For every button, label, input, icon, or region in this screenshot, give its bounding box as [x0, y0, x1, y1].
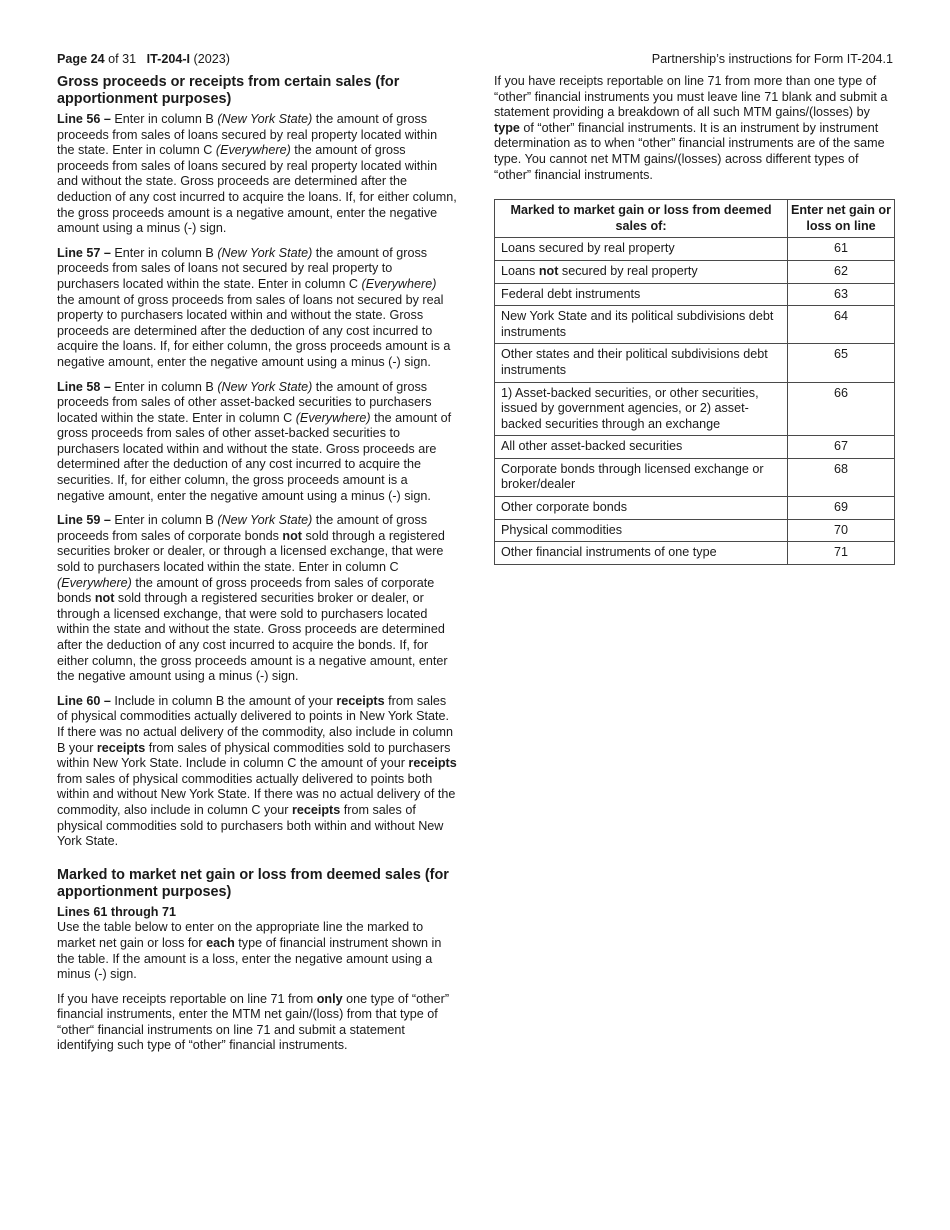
text-run: from sales of physical commodities actually delivered to points in New York State. If there was no actual delivery of the commodity, also include in column B your — [57, 693, 453, 755]
bold-run: receipts — [336, 693, 385, 708]
row-description: 1) Asset-backed securities, or other securities, issued by government agencies, or 2) asset-backed securities through an exchange — [495, 382, 788, 436]
row-description: Physical commodities — [495, 519, 788, 542]
row-description: Corporate bonds through licensed exchange or broker/dealer — [495, 458, 788, 496]
table-row — [495, 382, 895, 436]
table-row — [495, 283, 895, 306]
line-58-paragraph — [57, 380, 457, 505]
row-line-number: 61 — [788, 238, 895, 261]
table-row — [495, 306, 895, 344]
table-header-row — [495, 200, 895, 238]
text-run: the amount of gross proceeds from sales of loans not secured by real property to purchasers located within the state. Enter in column C — [57, 245, 428, 291]
text-run: the amount of gross proceeds from sales of loans not secured by real property to purchasers located within and without the state. Gross proceeds are determined after the deduction of any cost incurred to acquire the loans. If, for either column, the gross proceeds amount is a negative amount, enter the negative amount using a minus (-) sign. — [57, 292, 451, 369]
row-line-number: 67 — [788, 436, 895, 459]
text-run: the amount of gross proceeds from sales of other asset-backed securities to purchasers located within the state. Enter in column C — [57, 379, 432, 425]
row-line-number: 65 — [788, 344, 895, 382]
row-line-number: 64 — [788, 306, 895, 344]
mtm-paragraph-1 — [57, 920, 457, 982]
bold-run: not — [538, 263, 559, 278]
bold-run: not — [94, 591, 115, 606]
text-run: Enter in column B — [110, 379, 218, 394]
form-id: IT-204-I — [146, 52, 191, 66]
row-description: New York State and its political subdivisions debt instruments — [495, 306, 788, 344]
italic-run: (New York State) — [217, 245, 313, 260]
text-run: Enter in column B — [110, 513, 218, 528]
bold-run: receipts — [408, 756, 457, 771]
table-row — [495, 497, 895, 520]
text-run: the amount of gross proceeds from sales of corporate bonds — [57, 575, 435, 606]
italic-run: (New York State) — [217, 112, 313, 126]
table-row — [495, 260, 895, 283]
line-56-label: Line 56 – — [57, 112, 111, 126]
mtm-lines-table — [494, 199, 895, 565]
table-row — [495, 519, 895, 542]
bold-run: receipts — [291, 802, 341, 817]
row-description: Other corporate bonds — [495, 497, 788, 520]
bold-run: not — [282, 528, 303, 543]
mtm-paragraph-3 — [494, 74, 894, 183]
row-line-number: 71 — [788, 542, 895, 565]
right-column — [494, 74, 894, 565]
mtm-paragraph-2 — [57, 992, 457, 1054]
table-row — [495, 238, 895, 261]
row-line-number: 66 — [788, 382, 895, 436]
line-60-paragraph — [57, 694, 457, 850]
bold-run: only — [316, 991, 343, 1006]
text-run: from sales of physical commodities actually delivered to points both within and without New York State. If there was no actual delivery of the commodity, also include in column C your — [57, 771, 456, 817]
row-line-number: 68 — [788, 458, 895, 496]
row-description: All other asset-backed securities — [495, 436, 788, 459]
text-run: the amount of gross proceeds from sales of loans secured by real property located within and without the state. Gross proceeds are determined after the deduction of any cost incurred to acquire the loans. If, for either column, the gross proceeds amount is a negative amount, enter the negative amount using a minus (-) sign. — [57, 143, 457, 236]
page-label: Page — [57, 52, 88, 66]
text-run: sold through a registered securities broker or dealer, or through a licensed exchange, that were sold to purchasers located within the state. Enter in column C — [57, 528, 445, 575]
line-60-label: Line 60 – — [57, 693, 111, 708]
lines-61-71-subheading: Lines 61 through 71 — [57, 904, 176, 919]
column-header-line: Enter net gain or loss on line — [788, 200, 895, 238]
text-run: type of financial instrument shown in the table. If the amount is a loss, enter the negative amount using a minus (-) sign. — [57, 935, 442, 982]
text-run: the amount of gross proceeds from sales of corporate bonds — [57, 513, 428, 543]
row-description: Other financial instruments of one type — [495, 542, 788, 565]
text-run: one type of “other” financial instruments, enter the MTM net gain/(loss) from that type of “other“ financial instruments on line 71 and submit a statement identifying such type of “other” financial instruments. — [57, 991, 450, 1053]
page-number: 24 — [90, 52, 105, 66]
line-56-paragraph — [57, 112, 457, 237]
line-57-paragraph — [57, 246, 457, 371]
table-row — [495, 344, 895, 382]
row-description: Federal debt instruments — [495, 283, 788, 306]
table-row — [495, 458, 895, 496]
text-run: If you have receipts reportable on line 71 from — [57, 991, 317, 1006]
italic-run: (Everywhere) — [361, 276, 437, 291]
section-heading-gross-proceeds: Gross proceeds or receipts from certain sales (for apportionment purposes) — [57, 74, 400, 107]
row-line-number: 70 — [788, 519, 895, 542]
row-description: Loans secured by real property — [495, 238, 788, 261]
section-heading-mtm: Marked to market net gain or loss from deemed sales (for apportionment purposes) — [57, 866, 449, 900]
italic-run: (New York State) — [217, 513, 313, 528]
text-run: from sales of physical commodities sold to purchasers within New York State. Include in column C the amount of your — [57, 740, 451, 771]
row-line-number: 63 — [788, 283, 895, 306]
text-run: the amount of gross proceeds from sales of loans secured by real property located within the state. Enter in column C — [57, 112, 438, 158]
text-run: Enter in column B — [110, 245, 218, 260]
running-title: Partnership’s instructions for Form IT-204.1 — [651, 52, 893, 66]
text-run: from sales of physical commodities sold to purchasers both within and without New York State. — [57, 802, 444, 849]
text-run: Loans — [501, 263, 539, 278]
line-59-paragraph — [57, 513, 457, 685]
line-59-label: Line 59 – — [57, 513, 111, 528]
text-run: Include in column B the amount of your — [110, 693, 337, 708]
bold-run: each — [206, 935, 235, 950]
italic-run: (Everywhere) — [215, 143, 291, 158]
left-column — [57, 74, 457, 1063]
bold-run: type — [494, 120, 520, 135]
line-58-label: Line 58 – — [57, 379, 111, 394]
italic-run: (Everywhere) — [57, 575, 132, 590]
text-run: of “other” financial instruments. It is an instrument by instrument determination as to when “other” financial instruments are of the same type. You cannot net MTM gains/(losses) across different types of “other” financial instruments. — [494, 120, 885, 182]
page-header-left — [57, 52, 230, 68]
bold-run: receipts — [96, 740, 146, 755]
column-header-instrument: Marked to market gain or loss from deemed sales of: — [495, 200, 788, 238]
row-description — [495, 260, 788, 283]
table-row — [495, 542, 895, 565]
row-line-number: 69 — [788, 497, 895, 520]
text-run: secured by real property — [558, 263, 698, 278]
row-line-number: 62 — [788, 260, 895, 283]
text-run: Use the table below to enter on the appropriate line the marked to market net gain or loss for — [57, 920, 424, 950]
line-57-label: Line 57 – — [57, 245, 111, 260]
form-year: (2023) — [193, 52, 230, 66]
row-description: Other states and their political subdivisions debt instruments — [495, 344, 788, 382]
text-run: If you have receipts reportable on line 71 from more than one type of “other” financial instruments you must leave line 71 blank and submit a statement providing a breakdown of all such MTM gains/(losses) by — [494, 74, 888, 120]
page-total: of 31 — [108, 52, 137, 66]
table-row — [495, 436, 895, 459]
text-run: the amount of gross proceeds from sales of other asset-backed securities to purchasers located within and without the state. Gross proceeds are determined after the deduction of any cost incurred to acquire the securities. If, for either column, the gross proceeds amount is a negative amount, enter the negative amount using a minus (-) sign. — [57, 410, 452, 503]
text-run: sold through a registered securities broker or dealer, or through a licensed exchange, that were sold to purchasers located within the state and without the state. Gross proceeds are determined after the deduction of any cost incurred to acquire the bonds. If, for either column, the gross proceeds amount is a negative amount, enter the negative amount using a minus (-) sign. — [57, 591, 448, 684]
italic-run: (New York State) — [217, 379, 313, 394]
italic-run: (Everywhere) — [295, 410, 371, 425]
text-run: Enter in column B — [110, 112, 218, 126]
